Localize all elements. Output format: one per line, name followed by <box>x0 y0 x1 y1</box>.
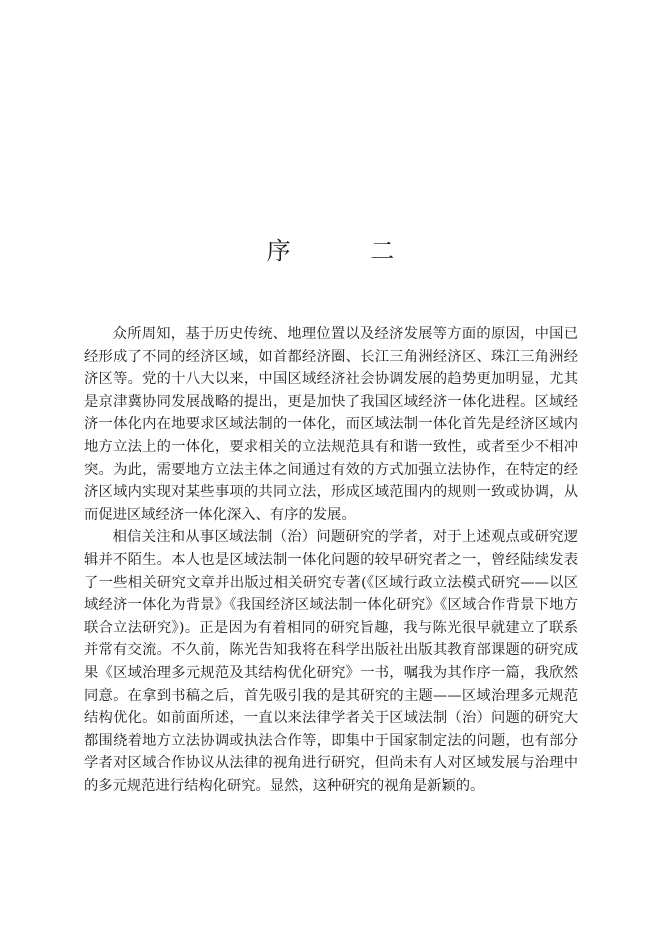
paragraph-2: 相信关注和从事区域法制（治）问题研究的学者，对于上述观点或研究逻辑并不陌生。本人也是区域法制一体化问题的较早研究者之一，曾经陆续发表了一些相关研究文章并出版过相关研究专著(《区域行政立法模式研究——以区域经济一体化为背景》《我国经济区域法制一体化研究》《区域合作背景下地方联合立法研究》)。正是因为有着相同的研究旨趣，我与陈光很早就建立了联系并常有交流。不久前，陈光告知我将在科学出版社出版其教育部课题的研究成果《区域治理多元规范及其结构优化研究》一书，嘱我为其作序一篇，我欣然同意。在拿到书稿之后，首先吸引我的是其研究的主题——区域治理多元规范结构优化。如前面所述，一直以来法律学者关于区域法制（治）问题的研究大都围绕着地方立法协调或执法合作等，即集中于国家制定法的问题，也有部分学者对区域合作协议从法律的视角进行研究，但尚未有人对区域发展与治理中的多元规范进行结构化研究。显然，这种研究的视角是新颖的。 <box>84 529 578 794</box>
preface-body <box>84 323 578 797</box>
page-title: 序 二 <box>266 237 431 265</box>
paragraph-1: 众所周知，基于历史传统、地理位置以及经济发展等方面的原因，中国已经形成了不同的经济区域，如首都经济圈、长江三角洲经济区、珠江三角洲经济区等。党的十八大以来，中国区域经济社会协调发展的趋势更加明显，尤其是京津冀协同发展战略的提出，更是加快了我国区域经济一体化进程。区域经济一体化内在地要求区域法制的一体化，而区域法制一体化首先是经济区域内地方立法上的一体化，要求相关的立法规范具有和谐一致性，或者至少不相冲突。为此，需要地方立法主体之间通过有效的方式加强立法协作，在特定的经济区域内实现对某些事项的共同立法，形成区域范围内的规则一致或协调，从而促进区域经济一体化深入、有序的发展。 <box>84 326 578 523</box>
